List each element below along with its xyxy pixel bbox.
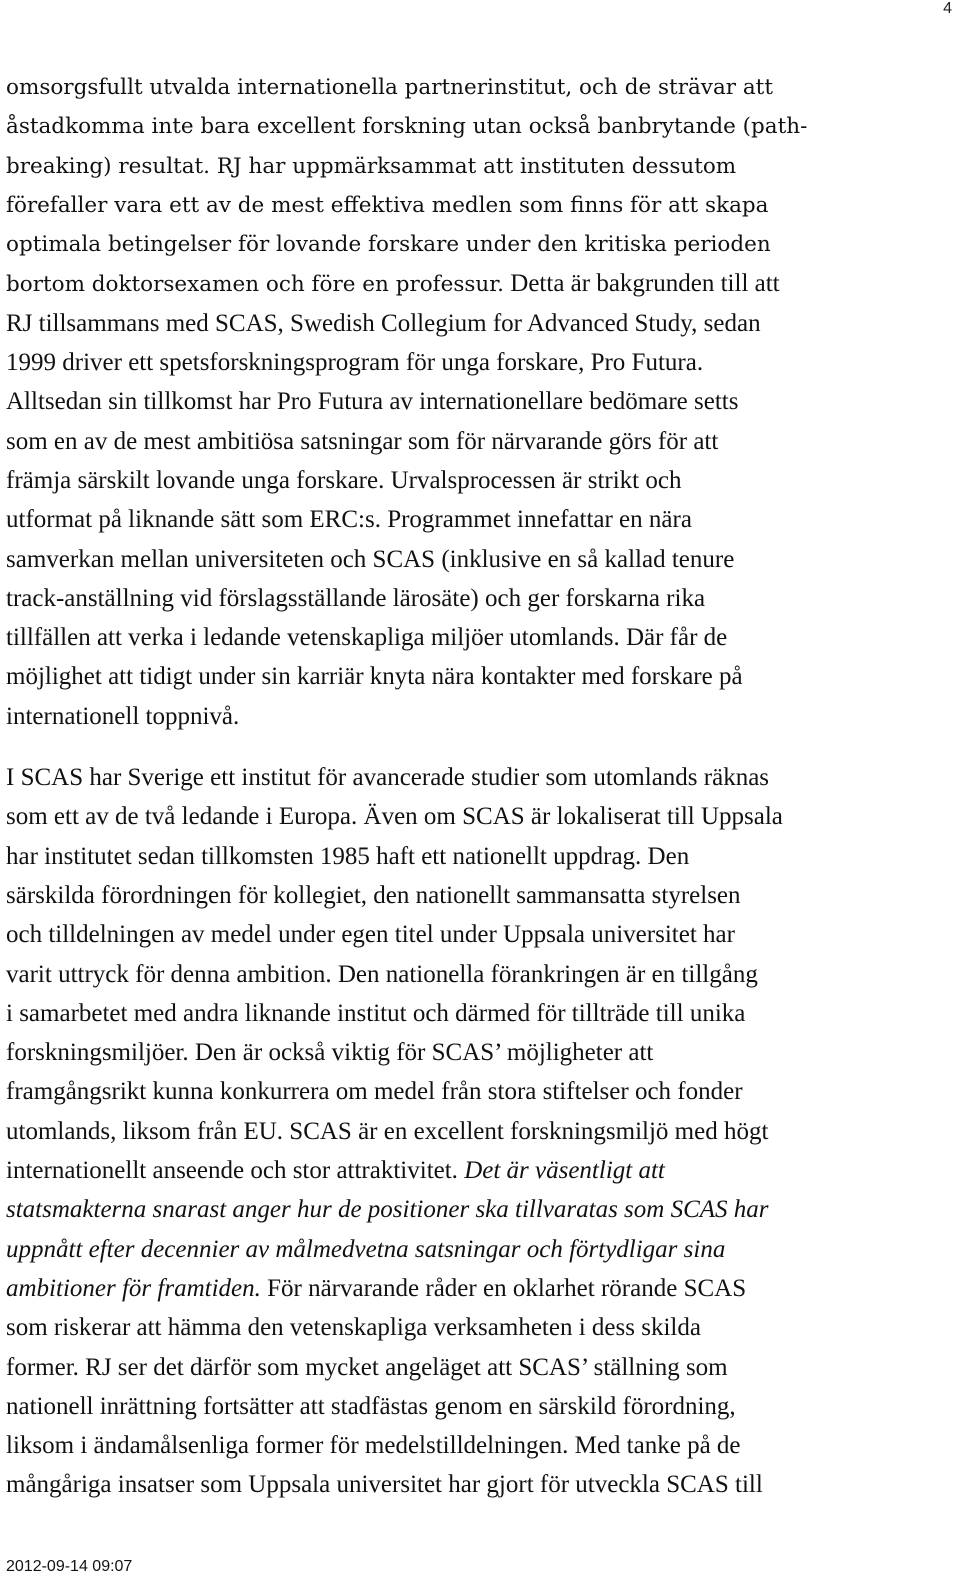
document-body [6,68,952,1505]
italic-text-line [6,1190,952,1229]
text-line: internationell toppnivå. [6,702,240,730]
text-line: möjlighet att tidigt under sin karriär knyta nära kontakter med forskare på [6,663,743,691]
text-line: optimala betingelser för lovande forskare under den kritiska perioden [6,232,771,258]
text-line: utformat på liknande sätt som ERC:s. Programmet innefattar en nära [6,506,692,534]
page-number: 4 [943,0,952,17]
text-run: Detta är bakgrunden till att [504,270,780,298]
italic-text-line [6,1230,952,1269]
text-line: åstadkomma inte bara excellent forskning utan också banbrytande (path- [6,114,808,140]
text-line: som ett av de två ledande i Europa. Även om SCAS är lokaliserat till Uppsala [6,803,783,831]
text-line: liksom i ändamålsenliga former för medelstilldelningen. Med tanke på de [6,1432,741,1460]
text-line: I SCAS har Sverige ett institut för avancerade studier som utomlands räknas [6,764,770,792]
text-line: RJ tillsammans med SCAS, Swedish Collegium for Advanced Study, sedan [6,309,761,337]
text-line: varit uttryck för denna ambition. Den nationella förankringen är en tillgång [6,960,758,988]
text-line: forskningsmiljöer. Den är också viktig för SCAS’ möjligheter att [6,1039,654,1067]
text-line: breaking) resultat. RJ har uppmärksammat att instituten dessutom [6,153,737,179]
text-line: främja särskilt lovande unga forskare. Urvalsprocessen är strikt och [6,466,682,494]
footer-timestamp: 2012-09-14 09:07 [6,1558,133,1575]
text-line: utomlands, liksom från EU. SCAS är en excellent forskningsmiljö med högt [6,1117,769,1145]
text-line: i samarbetet med andra liknande institut och därmed för tillträde till unika [6,999,746,1027]
text-line [6,1151,952,1190]
text-line: särskilda förordningen för kollegiet, den nationellt sammansatta styrelsen [6,881,741,909]
text-line: 1999 driver ett spetsforskningsprogram för unga forskare, Pro Futura. [6,349,704,377]
italic-text-run: ambitioner för framtiden. [6,1274,261,1302]
text-line: och tilldelningen av medel under egen titel under Uppsala universitet har [6,921,735,949]
text-line [6,264,952,303]
italic-text-run: Det är väsentligt att [464,1157,665,1185]
text-line: samverkan mellan universiteten och SCAS (inklusive en så kallad tenure [6,545,735,573]
text-line: har institutet sedan tillkomsten 1985 haft ett nationellt uppdrag. Den [6,842,690,870]
text-line: omsorgsfullt utvalda internationella partnerinstitut, och de strävar att [6,75,773,100]
text-run: internationellt anseende och stor attraktivitet. [6,1157,465,1185]
text-line: track-anställning vid förslagsställande lärosäte) och ger forskarna rika [6,584,706,612]
text-run: För närvarande råder en oklarhet rörande SCAS [260,1274,747,1302]
text-line: Alltsedan sin tillkomst har Pro Futura av internationellare bedömare setts [6,388,739,416]
text-line: nationell inrättning fortsätter att stadfästas genom en särskild förordning, [6,1392,736,1420]
text-line: mångåriga insatser som Uppsala universitet har gjort för utveckla SCAS till [6,1471,763,1499]
text-line: tillfällen att verka i ledande vetenskapliga miljöer utomlands. Där får de [6,624,728,652]
text-line: former. RJ ser det därför som mycket angeläget att SCAS’ ställning som [6,1353,728,1381]
italic-text-run: uppnått efter decennier av målmedvetna satsningar och förtydligar sina [6,1235,726,1263]
paragraph [6,758,952,1505]
text-line: förefaller vara ett av de mest effektiva medlen som finns för att skapa [6,192,769,218]
text-line: som en av de mest ambitiösa satsningar som för närvarande görs för att [6,427,719,455]
text-run: bortom doktorsexamen och före en professur. [6,272,505,298]
text-line: framgångsrikt kunna konkurrera om medel från stora stiftelser och fonder [6,1078,743,1106]
text-line [6,1269,952,1308]
italic-text-run: statsmakterna snarast anger hur de positioner ska tillvaratas som SCAS har [6,1196,769,1224]
text-line: som riskerar att hämma den vetenskapliga verksamheten i dess skilda [6,1314,701,1342]
paragraph [6,68,952,736]
